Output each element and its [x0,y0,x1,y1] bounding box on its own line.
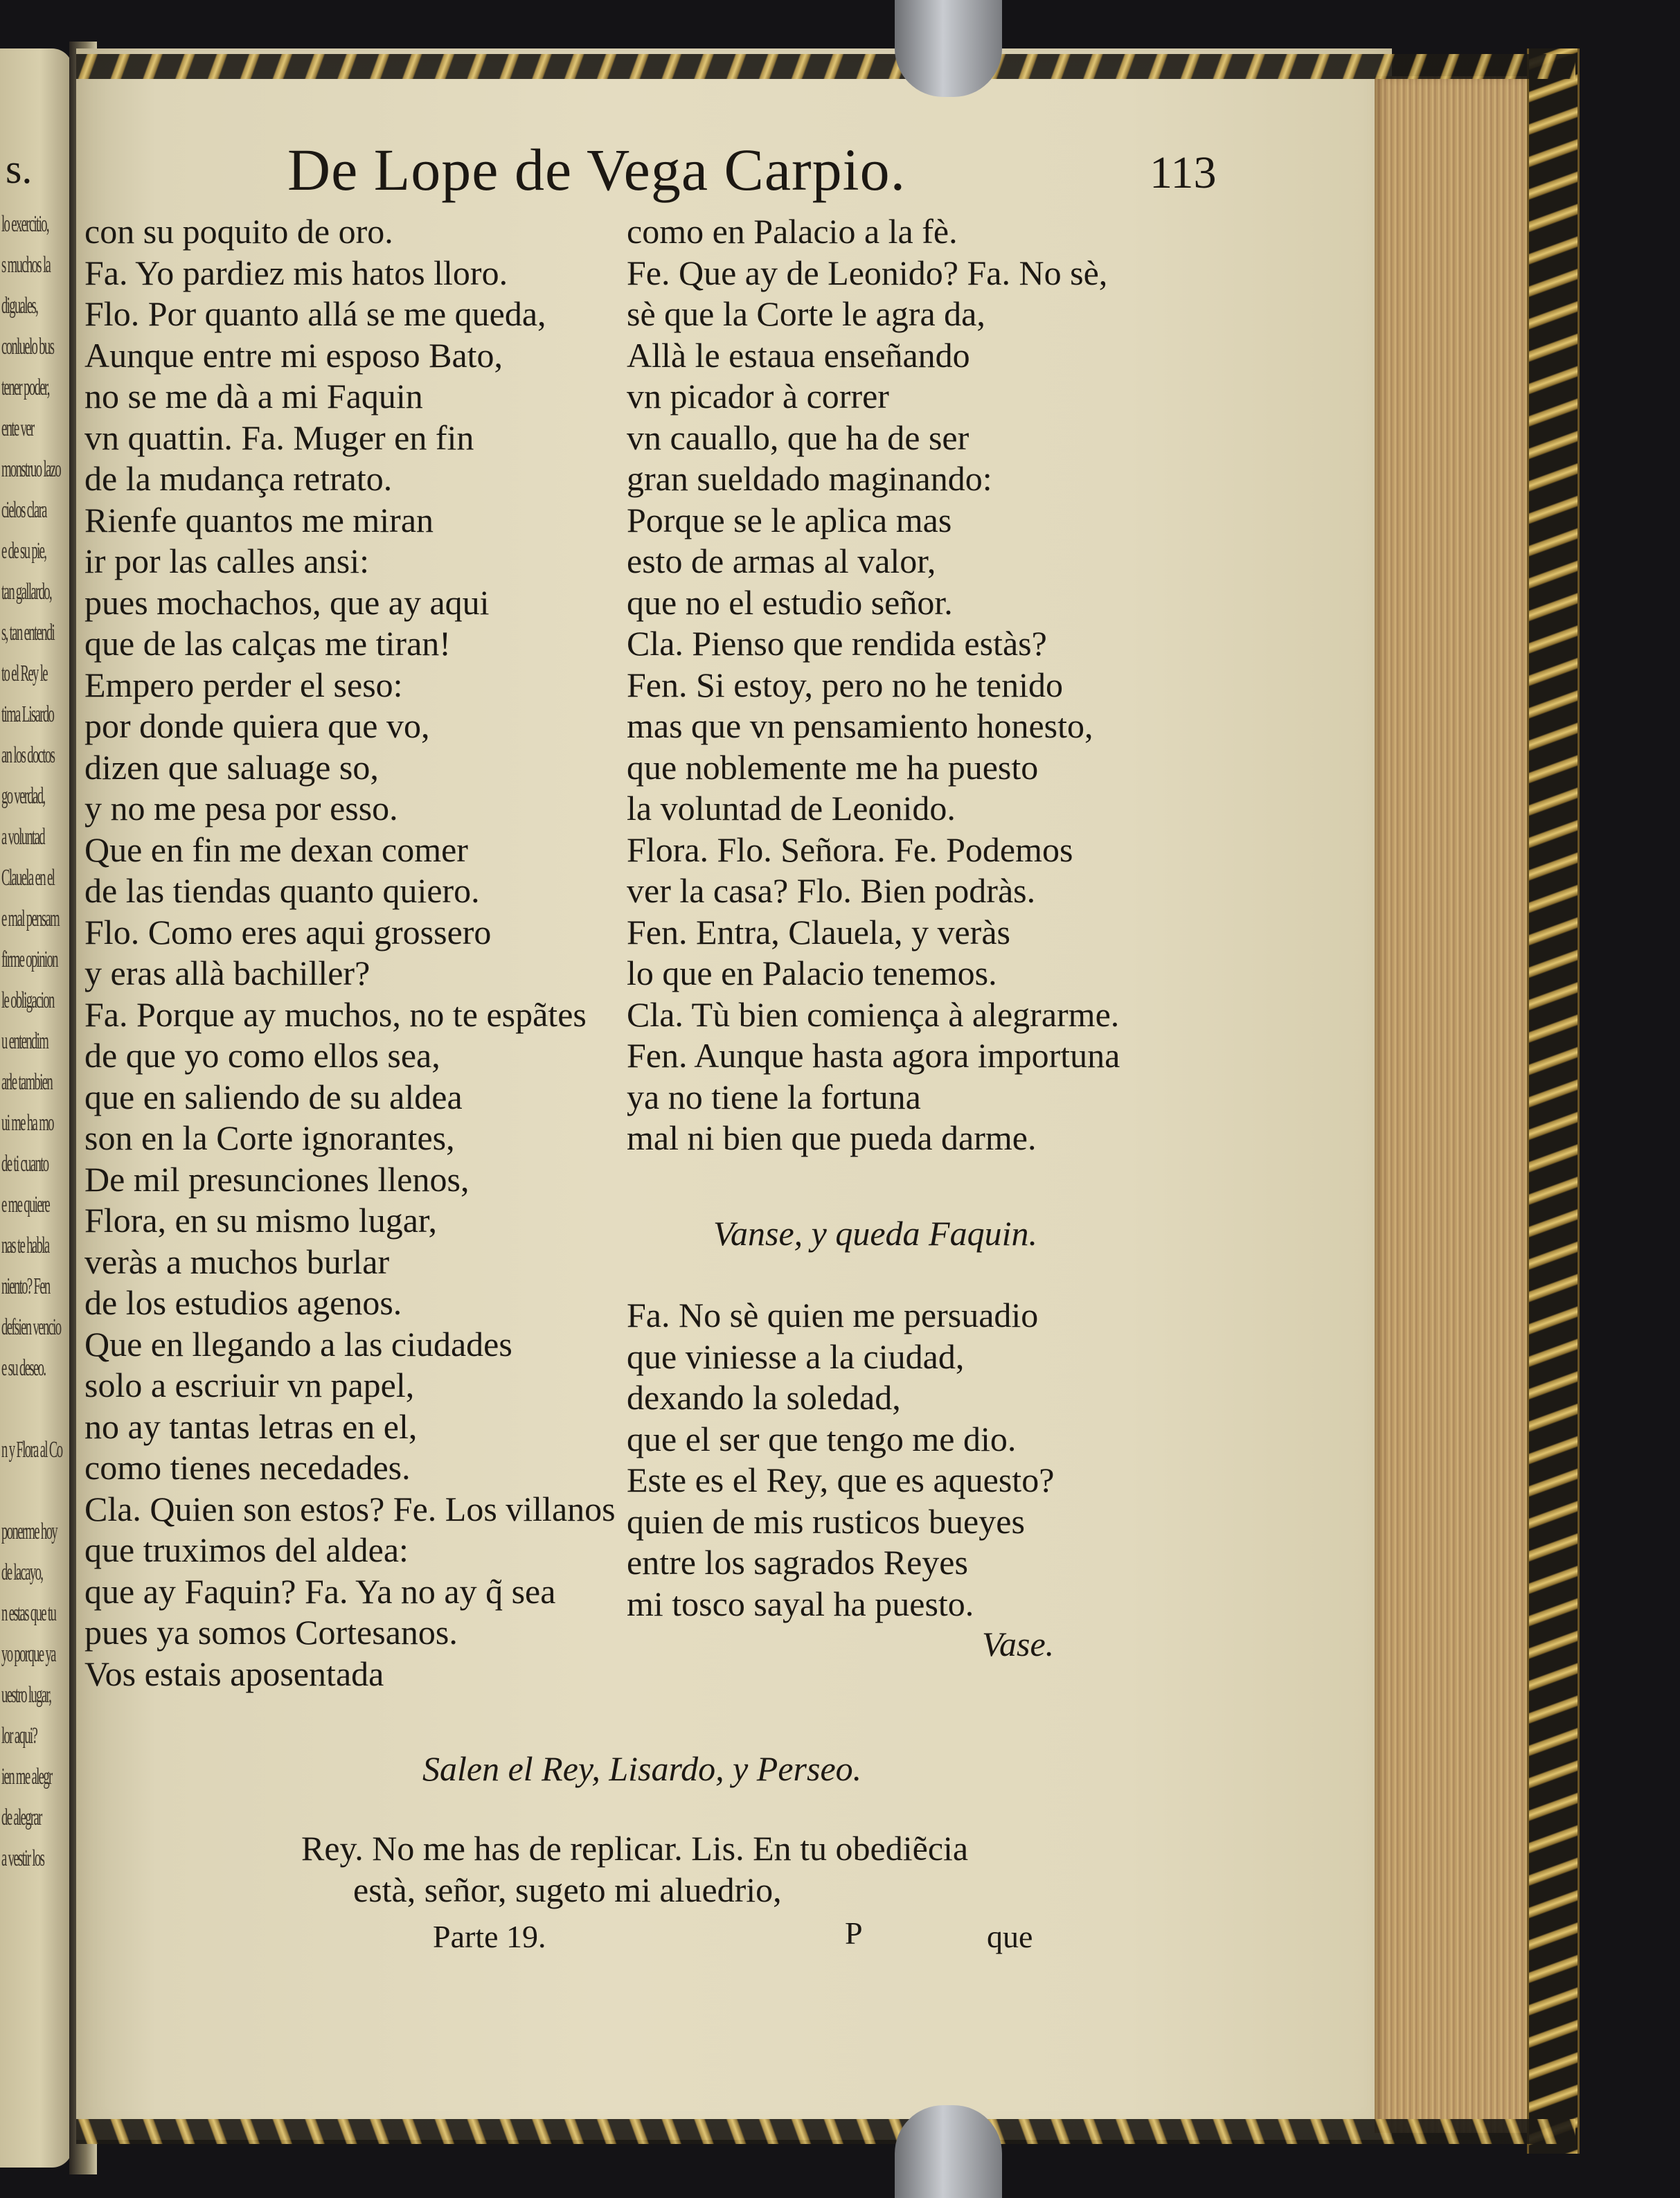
facing-page-fragment: s muchos la [1,252,51,278]
gilt-page-edges [1375,76,1527,2133]
verse-line: pues mochachos, que ay aqui [84,582,490,622]
running-title: De Lope de Vega Carpio. [287,136,906,203]
verse-line: vn cauallo, que ha de ser [627,418,969,457]
folio-number: 113 [1150,148,1217,198]
facing-page-fragment: yo porque ya [1,1641,55,1667]
left-text-column [84,211,616,1695]
facing-page-fragment: a voluntad [1,824,44,850]
facing-page-fragment: niento? Fen [1,1274,50,1299]
facing-page-fragment: ente ver [1,416,34,441]
facing-page-fragment: u entendim [1,1028,48,1054]
verse-line: vn picador à correr [627,377,889,416]
verse-line: ver la casa? Flo. Bien podràs. [627,871,1036,910]
facing-page-fragment: lo exercitio, [1,211,48,237]
facing-page-fragment: n estas que tu [1,1600,56,1626]
verse-line: dexando la soledad, [627,1378,901,1417]
facing-page-fragment: defsien vencio [1,1314,61,1340]
verse-line: la voluntad de Leonido. [627,789,956,828]
stage-direction-exit: Vase. [982,1625,1055,1663]
top-book-clip [895,0,1002,97]
verse-line: pues ya somos Cortesanos. [84,1613,458,1652]
verse-line: Fa. No sè quien me persuadio [627,1296,1039,1334]
facing-page-fragment: Clauela en el [1,865,55,891]
verse-line: que en saliendo de su aldea [84,1077,463,1116]
facing-page-fragment: n y Flora al Co [1,1437,62,1463]
facing-page-fragment: tima Lisardo [1,702,54,727]
verse-line: de la mudança retrato. [84,459,393,498]
verse-line: Porque se le aplica mas [627,500,952,539]
facing-page-fragment: ien me alegr [1,1764,52,1789]
verse-line: y eras allà bachiller? [84,954,370,992]
facing-page-fragment: firme opinion [1,947,57,972]
verse-line: como en Palacio a la fè. [627,212,958,251]
verse-line: Allà le estaua enseñando [627,335,970,375]
facing-page-fragment: lor aqui? [1,1723,37,1749]
verse-line: Flora. Flo. Señora. Fe. Podemos [627,830,1073,869]
facing-page-fragment: de lacayo, [1,1560,43,1585]
verse-line: mal ni bien que pueda darme. [627,1118,1037,1157]
stage-direction-entrance: Salen el Rey, Lisardo, y Perseo. [422,1749,862,1788]
facing-page-folio: s. [6,146,33,192]
verse-line: que el ser que tengo me dio. [627,1419,1017,1458]
verse-line: Cla. Quien son estos? Fe. Los villanos [84,1489,616,1528]
facing-page-fragment: diguales, [1,293,38,319]
verse-line: Flora, en su mismo lugar, [84,1201,438,1240]
facing-page-fragment: monstruo lazo [1,456,61,482]
facing-page-fragment: de ti cuanto [1,1151,48,1177]
facing-page-fragment: ui me ha mo [1,1110,53,1136]
facing-page-fragment: conluelo bus [1,334,54,359]
verse-line: Fen. Aunque hasta agora importuna [627,1036,1120,1075]
facing-page-fragment: go verdad, [1,783,45,809]
facing-page-fragment: nas te habla [1,1233,49,1258]
verse-line: Rienfe quantos me miran [84,500,434,539]
verse-line: Fa. Yo pardiez mis hatos lloro. [84,253,508,292]
facing-page-fragment: an los doctos [1,742,55,768]
verse-line: por donde quiera que vo, [84,706,430,745]
verse-line: sè que la Corte le agra da, [627,294,985,333]
verse-line: no ay tantas letras en el, [84,1406,418,1446]
verse-line: ir por las calles ansi: [84,542,369,580]
verse-line: Vos estais aposentada [84,1654,384,1693]
gilt-binding-border-right [1527,48,1580,2154]
verse-line: que no el estudio señor. [627,582,953,622]
verse-line: Cla. Tù bien comiença à alegrarme. [627,994,1120,1034]
verse-line: Flo. Como eres aqui grossero [84,912,492,951]
verse-line: quien de mis rusticos bueyes [627,1501,1025,1541]
facing-page-fragment: e me quiere [1,1192,50,1217]
verse-line: Aunque entre mi esposo Bato, [84,335,503,375]
verse-line: y no me pesa por esso. [84,789,398,828]
facing-page-fragment: tan gallardo, [1,579,52,605]
verse-line: entre los sagrados Reyes [627,1543,968,1582]
signature-line: Parte 19. [433,1919,546,1954]
verse-line: que noblemente me ha puesto [627,747,1039,787]
facing-page-fragment: tener poder, [1,375,49,400]
verse-line: Fen. Si estoy, pero no he tenido [627,665,1064,704]
verse-line: como tienes necedades. [84,1448,411,1487]
verse-line: son en la Corte ignorantes, [84,1118,455,1157]
facing-page-fragment: cielos clara [1,497,46,523]
right-text-column-second [627,1295,1054,1625]
stage-direction-exit-rest: Vanse, y queda Faquin. [713,1214,1037,1253]
facing-page-fragment: e su deseo. [1,1355,46,1381]
verse-line-lisardo: està, señor, sugeto mi aluedrio, [353,1870,782,1909]
verse-line: gran sueldado maginando: [627,459,992,498]
facing-page-edge [0,48,73,2168]
facing-page-fragment: arle tambien [1,1069,53,1095]
verse-line: Cla. Pienso que rendida estàs? [627,624,1047,663]
verse-line: Fe. Que ay de Leonido? Fa. No sè, [627,253,1108,292]
verse-line: que viniesse a la ciudad, [627,1337,965,1376]
verse-line: Que en fin me dexan comer [84,830,468,869]
signature-mark: P [845,1915,863,1951]
verse-line: Flo. Por quanto allá se me queda, [84,294,546,333]
verse-line: Que en llegando a las ciudades [84,1324,512,1364]
right-text-column [627,211,1120,1159]
verse-line: Fen. Entra, Clauela, y veràs [627,912,1010,951]
verse-line: Fa. Porque ay muchos, no te espãtes [84,994,587,1034]
verse-line: no se me dà a mi Faquin [84,377,423,416]
verse-line: de que yo como ellos sea, [84,1036,440,1075]
verse-line: ya no tiene la fortuna [627,1077,921,1116]
verse-line: Este es el Rey, que es aquesto? [627,1460,1055,1499]
verse-line: de las tiendas quanto quiero. [84,871,480,910]
verse-line: Empero perder el seso: [84,665,403,704]
verse-line: solo a escriuir vn papel, [84,1366,415,1404]
facing-page-fragment: s, tan entendi [1,620,55,645]
verse-line: esto de armas al valor, [627,542,936,580]
facing-page-fragment: ponerme hoy [1,1519,57,1544]
verse-line: que truximos del aldea: [84,1530,409,1569]
facing-page-fragment: to el Rey le [1,661,47,686]
verse-line: que de las calças me tiran! [84,624,451,663]
verse-line: mi tosco sayal ha puesto. [627,1584,974,1623]
facing-page-fragment: le obligacion [1,988,54,1013]
facing-page-fragment: e de su pie, [1,538,46,564]
facing-page-fragment: de alegrar [1,1805,42,1830]
gilt-binding-border-top [76,54,1575,79]
verse-line: con su poquito de oro. [84,212,393,251]
verse-line-rey: Rey. No me has de replicar. Lis. En tu obediẽcia [301,1829,969,1868]
verse-line: lo que en Palacio tenemos. [627,954,997,992]
facing-page-fragment: a vestir los [1,1846,44,1871]
verse-line: mas que vn pensamiento honesto, [627,706,1093,745]
facing-page-fragment: uestro lugar, [1,1682,51,1708]
gilt-binding-border-bottom [76,2119,1575,2144]
verse-line: dizen que saluage so, [84,747,379,787]
verse-line: de los estudios agenos. [84,1283,402,1322]
verse-line: vn quattin. Fa. Muger en fin [84,418,474,457]
verse-line: veràs a muchos burlar [84,1242,390,1281]
bottom-book-clip [895,2105,1002,2198]
verse-line: que ay Faquin? Fa. Ya no ay q̃ sea [84,1571,556,1611]
verse-line: De mil presunciones llenos, [84,1159,470,1199]
facing-page-fragment: e mal pensam [1,906,60,931]
catchword: que [987,1919,1033,1954]
